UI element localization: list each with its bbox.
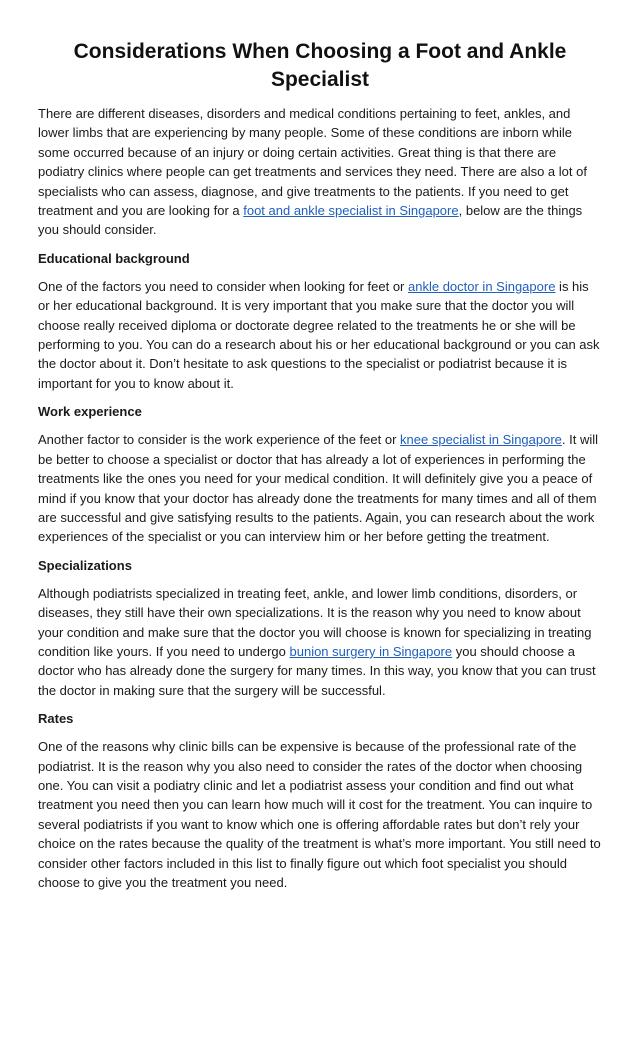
section-heading-education: Educational background bbox=[38, 250, 190, 266]
experience-text-before: Another factor to consider is the work experience of the feet or bbox=[38, 432, 401, 448]
specializations-text-after: you should choose a doctor who has already done the surgery for many times. In this way, you know that you can trust the doctor in making sure that the surgery will be successful. bbox=[38, 643, 596, 698]
page-title: Considerations When Choosing a Foot and Ankle Specialist bbox=[73, 40, 567, 91]
rates-text: One of the reasons why clinic bills can be expensive is because of the professional rate of the podiatrist. It is the reason why you also need to consider the rates of the doctor when choosing one. You can visit a podiatry clinic and let a podiatrist assess your condition and find out what treatment you need then you can learn how much will it cost for the treatment. You can inquire to several podiatrists if you want to know which one is offering affordable rates but don’t rely your choice on the rates because the quality of the treatment is what’s more important. You still need to consider other factors included in this list to finally figure out which foot specialist you should choose to give you the treatment you need. bbox=[38, 739, 601, 890]
section-heading-work-experience: Work experience bbox=[38, 404, 142, 420]
experience-text-after: . It will be better to choose a specialist or doctor that has already a lot of experiences in performing the treatments like the ones you need for your medical condition. It will definitely give you a peace of mind if you know that your doctor has already done the treatments for many times and all of them are successful and give satisfying results to the patients. Again, you can research about the work experiences of the specialist or you can interview him or her before getting the treatment. bbox=[38, 432, 599, 545]
section-paragraph-education bbox=[38, 277, 602, 393]
education-text-after: is his or her educational background. It is very important that you make sure that the doctor you will choose really received diploma or doctorate degree related to the treatments he or she will be performing to you. You can do a research about his or her educational background or you can ask the doctor about it. Don’t hesitate to ask questions to the specialist or podiatrist because it is important for you to know about it. bbox=[38, 278, 600, 391]
section-paragraph-rates bbox=[38, 737, 602, 892]
intro-text-before: There are different diseases, disorders and medical conditions pertaining to feet, ankles, and lower limbs that are experiencing by many people. Some of these conditions are inborn while some occurred because of an injury or doing certain activities. Great thing is that there are podiatry clinics where people can get treatments and services they need. There are also a lot of specialists who can assess, diagnose, and give treatments to the patients. If you need to get treatment and you are looking for a bbox=[38, 106, 587, 219]
foot-ankle-specialist-link[interactable]: foot and ankle specialist in Singapore bbox=[243, 203, 459, 219]
knee-specialist-link[interactable]: knee specialist in Singapore bbox=[400, 432, 562, 448]
section-paragraph-work-experience bbox=[38, 430, 602, 546]
specializations-text-before: Although podiatrists specialized in treating feet, ankle, and lower limb conditions, disorders, or diseases, they still have their own specializations. It is the reason why you need to know about your condition and make sure that the doctor you will choose is known for specializing in treating condition like yours. If you need to undergo bbox=[38, 585, 592, 659]
education-text-before: One of the factors you need to consider when looking for feet or bbox=[38, 278, 408, 294]
intro-text-after: , below are the things you should consider. bbox=[38, 203, 583, 238]
document-page bbox=[38, 38, 602, 901]
section-heading-rates: Rates bbox=[38, 711, 74, 727]
section-paragraph-specializations bbox=[38, 584, 602, 700]
ankle-doctor-link[interactable]: ankle doctor in Singapore bbox=[408, 278, 556, 294]
section-heading-specializations: Specializations bbox=[38, 557, 132, 573]
intro-paragraph bbox=[38, 104, 602, 240]
bunion-surgery-link[interactable]: bunion surgery in Singapore bbox=[289, 643, 453, 659]
